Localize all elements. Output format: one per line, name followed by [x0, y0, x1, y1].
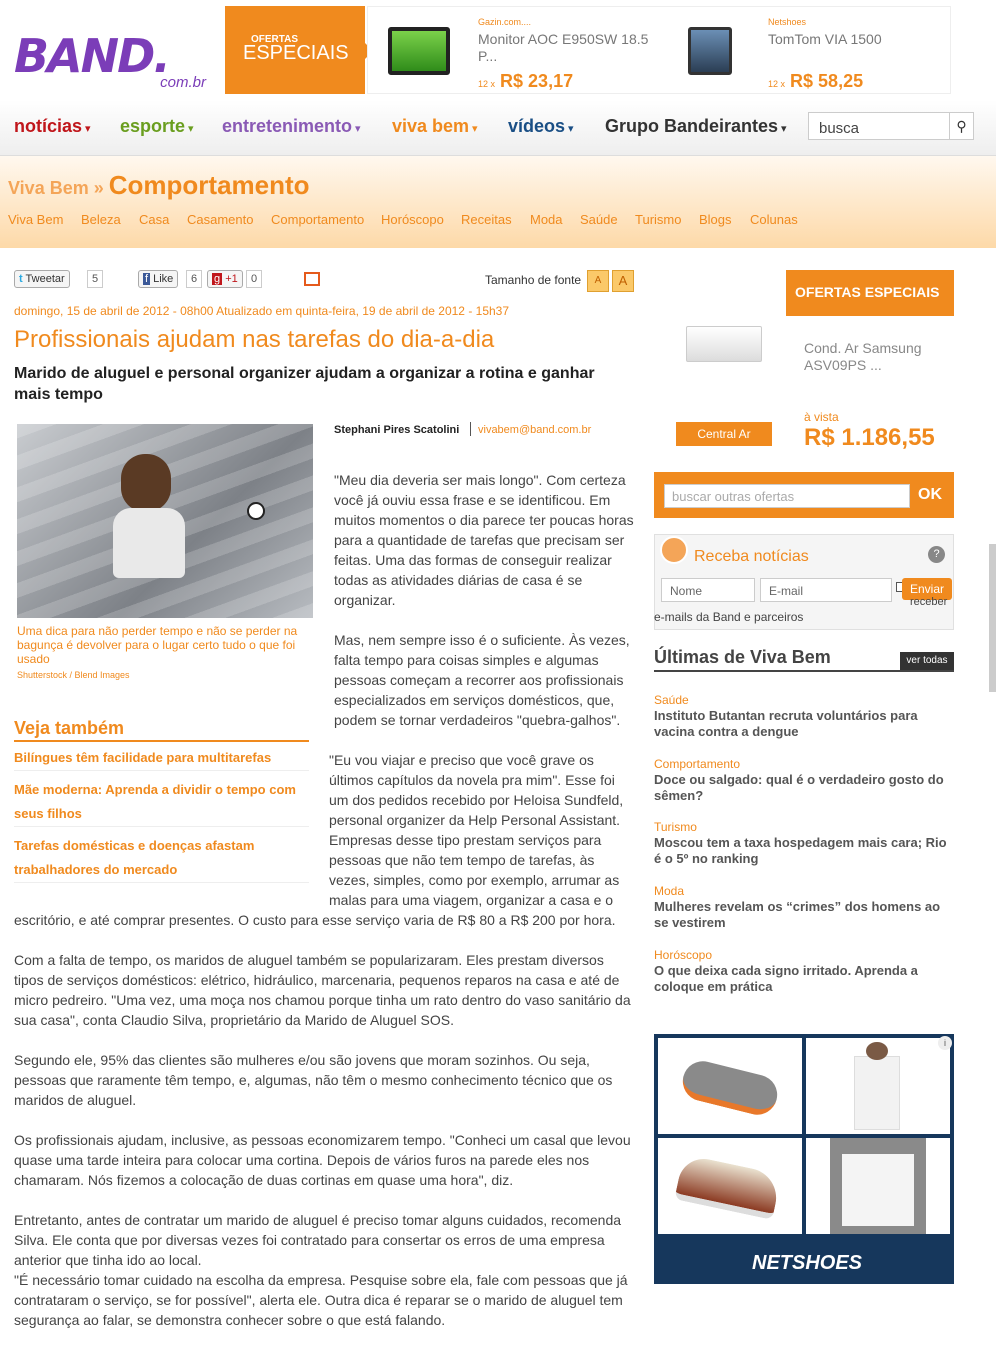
special-offers-promo[interactable] [225, 6, 365, 94]
offer-category-button[interactable]: Central Ar [676, 422, 772, 446]
see-also-link[interactable]: Tarefas domésticas e doenças afastam trabalhadores do mercado [14, 834, 309, 883]
netshoes-logo[interactable]: NETSHOES [752, 1252, 863, 1274]
newsletter-email-input[interactable] [760, 578, 892, 602]
product-price: 12 x R$ 23,17 [478, 71, 574, 91]
author-email[interactable]: vivabem@band.com.br [478, 424, 592, 436]
product-price: 12 x R$ 58,25 [768, 71, 864, 91]
offers-search-placeholder: buscar outras ofertas [672, 489, 795, 504]
help-icon[interactable]: ? [928, 546, 945, 563]
article-paragraph: Mas, nem sempre isso é o suficiente. Às vezes, falta tempo para coisas simples e algumas pessoas começam a recorrer aos profissionais especializados em serviços domésticos, que, podem se tornar verdadeiros "quebra-galhos". [334, 632, 630, 728]
product-ad[interactable] [368, 7, 658, 95]
search-icon[interactable]: ⚲ [949, 113, 973, 139]
product-ad-bar [367, 6, 951, 94]
offers-search-input[interactable] [664, 484, 910, 508]
chevron-down-icon: ▾ [781, 123, 787, 135]
gps-image [688, 27, 732, 75]
article-paragraph: "Eu vou viajar e preciso que você grave os últimos capítulos da novela pra mim". Esse foi um dos pedidos recebido por Heloisa Sundfeld, personal organizer da Help Personal Assistant. Empresas desse tipo prestam serviços para pessoas que não tem tempo de tarefas, às vezes, simples, como por exemplo, arrumar as malas para uma viagem, organizar a casa e o [329, 752, 624, 908]
newsletter-send-button[interactable]: Enviar [902, 578, 952, 600]
article-paragraph: "É necessário tomar cuidado na escolha da empresa. Pesquise sobre ela, fale com pessoas que já contrataram o serviço, se for possível", alerta ele. Outra dica é reparar se o marido de aluguel tem segurança ao falar, se demonstra conhecer sobre o que está falando. [14, 1272, 628, 1328]
latest-divider [654, 670, 954, 672]
article-dateline: domingo, 15 de abril de 2012 - 08h00 Atualizado em quinta-feira, 19 de abril de 2012 - 15h37 [14, 304, 510, 318]
ad-product-shirt[interactable] [806, 1038, 950, 1134]
breadcrumb-separator: » [93, 178, 104, 198]
subnav-horoscopo[interactable]: Horóscopo [381, 212, 444, 227]
author-divider [470, 422, 471, 436]
subnav-beleza[interactable]: Beleza [81, 212, 121, 227]
latest-headline[interactable]: Moscou tem a taxa hospedagem mais cara; Rio é o 5º no ranking [654, 835, 947, 866]
subnav-viva-bem[interactable]: Viva Bem [8, 212, 64, 227]
offer-payment-label: à vista [804, 410, 839, 424]
section-name: Comportamento [108, 170, 310, 200]
author-name: Stephani Pires Scatolini [334, 424, 460, 436]
promo-small-text: OFERTAS [251, 34, 299, 45]
latest-headline[interactable]: O que deixa cada signo irritado. Aprenda a coloque em prática [654, 963, 918, 994]
google-icon: g [214, 273, 221, 285]
subnav-saude[interactable]: Saúde [580, 212, 618, 227]
print-icon[interactable] [304, 272, 320, 286]
photo-credit: Shutterstock / Blend Images [17, 670, 130, 680]
subnav-casa[interactable]: Casa [139, 212, 170, 227]
see-all-button[interactable]: ver todas [900, 652, 954, 670]
article-paragraph: escritório, e até comprar presentes. O custo para esse serviço varia de R$ 80 a R$ 200 por hora. [14, 912, 616, 928]
product-name: TomTom VIA 1500 [768, 31, 882, 47]
article-paragraph: Entretanto, antes de contratar um marido de aluguel é preciso tomar alguns cuidados, recomenda Silva. Ele conta que por diversas vezes foi contratado para consertar os erros de uma empresa anterior que tinha ido ao local. [14, 1212, 622, 1268]
latest-category[interactable]: Horóscopo [654, 948, 713, 962]
nav-entretenimento[interactable]: entretenimento ▾ [222, 116, 361, 136]
nav-noticias[interactable]: notícias ▾ [14, 116, 91, 136]
chevron-down-icon: ▾ [568, 123, 574, 135]
article-headline: Profissionais ajudam nas tarefas do dia-a-dia [14, 326, 495, 353]
latest-category[interactable]: Turismo [654, 820, 697, 834]
product-store: Gazin.com.... [478, 17, 532, 27]
ad-product-sneaker[interactable] [658, 1138, 802, 1234]
subnav-turismo[interactable]: Turismo [635, 212, 682, 227]
name-placeholder: Nome [670, 584, 703, 598]
chevron-down-icon: ▾ [355, 123, 361, 135]
see-also-title: Veja também [14, 718, 125, 738]
search-input[interactable] [808, 112, 974, 140]
logo-domain: com.br [160, 74, 206, 91]
ad-product-sandal[interactable] [658, 1038, 802, 1134]
subnav-receitas[interactable]: Receitas [461, 212, 512, 227]
product-name: Monitor AOC E950SW 18.5 P... [478, 31, 649, 64]
tweet-count: 5 [87, 270, 103, 288]
see-also-link[interactable]: Bilíngues têm facilidade para multitarefas [14, 746, 309, 771]
promo-big-text: ESPECIAIS [243, 42, 349, 64]
offers-ok-button[interactable]: OK [918, 486, 942, 503]
see-also-divider [14, 740, 309, 742]
see-also-link[interactable]: Mãe moderna: Aprenda a dividir o tempo com seus filhos [14, 778, 309, 827]
chevron-down-icon: ▾ [85, 123, 91, 135]
info-icon[interactable]: i [938, 1036, 952, 1050]
subnav-colunas[interactable]: Colunas [750, 212, 798, 227]
subnav-casamento[interactable]: Casamento [187, 212, 254, 227]
ad-product-tshirt[interactable] [806, 1138, 950, 1234]
plusone-count: 0 [246, 270, 262, 288]
logo-text: BAND. [14, 29, 169, 83]
font-decrease-button[interactable]: A [587, 270, 609, 292]
email-placeholder: E-mail [769, 584, 804, 598]
nav-esporte[interactable]: esporte ▾ [120, 116, 194, 136]
plusone-button[interactable]: g +1 [207, 270, 243, 288]
article-paragraph: Segundo ele, 95% das clientes são mulheres e/ou são jovens que moram sozinhos. Ou seja, pessoas que raramente têm tempo, e, algumas, não têm o mesmo conhecimento técnico que os maridos de aluguel. [14, 1052, 613, 1108]
newsletter-title: Receba notícias [694, 548, 809, 565]
article-photo [17, 424, 313, 618]
newsletter-receive-label: receber [910, 596, 948, 608]
photo-caption: Uma dica para não perder tempo e não se perder na bagunça é devolver para o lugar certo tudo o que foi usado [17, 624, 298, 666]
font-increase-button[interactable]: A [612, 270, 634, 292]
article-paragraph: Com a falta de tempo, os maridos de aluguel também se popularizaram. Eles prestam diversos tipos de serviços domésticos: elétrico, hidráulico, marcenaria, pequenos reparos na casa e até de micro pedreiro. "Uma vez, uma moça nos chamou porque tinha um rato dentro do vaso sanitário da sua casa", conta Claudio Silva, proprietário da Marido de Aluguel SOS. [14, 952, 631, 1028]
article-paragraph: Os profissionais ajudam, inclusive, as pessoas economizarem tempo. "Conheci um casal que levou quase uma tarde inteira para colocar uma cortina. Depois de vários furos na parede eles nos chamaram. Nós fizemos a colocação de duas cortinas em quase uma hora", diz. [14, 1132, 631, 1188]
chevron-down-icon: ▾ [188, 123, 194, 135]
offer-price: R$ 1.186,55 [804, 424, 935, 451]
monitor-image [388, 27, 450, 75]
latest-headline[interactable]: Doce ou salgado: qual é o verdadeiro gosto do sêmen? [654, 772, 944, 803]
latest-category[interactable]: Comportamento [654, 757, 741, 771]
subnav-moda[interactable]: Moda [530, 212, 563, 227]
offer-product-name[interactable]: Cond. Ar Samsung ASV09PS ... [804, 340, 922, 373]
font-size-label: Tamanho de fonte [485, 273, 582, 287]
latest-title: Últimas de Viva Bem [654, 647, 831, 667]
facebook-icon: f [145, 273, 149, 285]
envelope-icon [660, 536, 688, 564]
tweet-button[interactable]: t Tweetar [14, 270, 70, 288]
offers-title: OFERTAS ESPECIAIS [795, 284, 940, 300]
nav-videos[interactable]: vídeos ▾ [508, 116, 574, 136]
newsletter-name-input[interactable] [661, 578, 755, 602]
nav-viva-bem[interactable]: viva bem ▾ [392, 116, 478, 136]
newsletter-note: e-mails da Band e parceiros [654, 610, 804, 624]
chevron-down-icon: ▾ [472, 123, 478, 135]
latest-category[interactable]: Saúde [654, 693, 689, 707]
nav-grupo-bandeirantes[interactable]: Grupo Bandeirantes ▾ [605, 116, 787, 136]
article-paragraph: "Meu dia deveria ser mais longo". Com certeza você já ouviu essa frase e se identificou. Em muitos momentos o dia parece ter poucas horas para a quantidade de tarefas que precisam ser feitas. Uma das formas de conseguir realizar todas as atividades diárias de casa é se organizar. [334, 472, 634, 608]
product-ad[interactable] [658, 7, 952, 95]
subnav-comportamento[interactable]: Comportamento [271, 212, 365, 227]
latest-headline[interactable]: Mulheres revelam os “crimes” dos homens ao se vestirem [654, 899, 941, 930]
latest-headline[interactable]: Instituto Butantan recruta voluntários para vacina contra a dengue [654, 708, 918, 739]
band-logo[interactable] [14, 29, 210, 94]
section-parent-link[interactable]: Viva Bem [8, 178, 89, 198]
latest-category[interactable]: Moda [654, 884, 685, 898]
section-title [8, 170, 310, 201]
article-subhead: Marido de aluguel e personal organizer ajudam a organizar a rotina e ganhar mais tempo [14, 365, 595, 403]
search-placeholder: busca [819, 120, 860, 137]
edge-overlay [989, 544, 996, 692]
product-store: Netshoes [768, 17, 807, 27]
like-count: 6 [186, 270, 202, 288]
subnav-blogs[interactable]: Blogs [699, 212, 732, 227]
like-button[interactable]: f Like [138, 270, 178, 288]
twitter-icon: t [19, 273, 23, 285]
air-conditioner-image[interactable] [686, 326, 762, 362]
